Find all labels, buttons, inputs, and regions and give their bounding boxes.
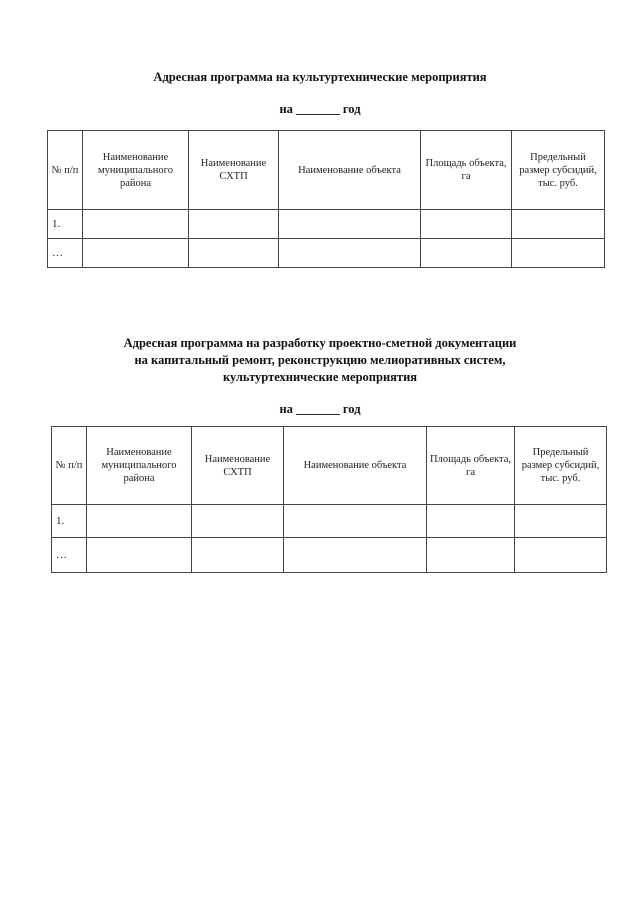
cell-object-area: [427, 505, 515, 538]
cell-sxtp: [189, 239, 279, 268]
cell-subsidy-limit: [512, 239, 605, 268]
header-district: Наименование муниципального района: [87, 427, 192, 505]
cell-object-name: [284, 538, 427, 573]
header-sxtp: Наименование СХТП: [192, 427, 284, 505]
cell-sxtp: [192, 505, 284, 538]
header-object-area: Площадь объекта, га: [421, 131, 512, 210]
cell-object-area: [421, 239, 512, 268]
cell-subsidy-limit: [515, 538, 607, 573]
header-district: Наименование муниципального района: [83, 131, 189, 210]
section-2-year-line: на _______ год: [279, 402, 361, 416]
header-number: № п/п: [48, 131, 83, 210]
header-object-name: Наименование объекта: [279, 131, 421, 210]
header-object-area: Площадь объекта, га: [427, 427, 515, 505]
cell-district: [83, 210, 189, 239]
cell-sxtp: [189, 210, 279, 239]
cell-object-area: [421, 210, 512, 239]
section-1-title: Адресная программа на культуртехнические мероприятия: [153, 70, 487, 84]
section-1-table: [47, 130, 605, 268]
cell-district: [87, 538, 192, 573]
cell-object-area: [427, 538, 515, 573]
section-2-title-line-1: Адресная программа на разработку проектно-сметной документации: [123, 336, 517, 350]
cell-district: [83, 239, 189, 268]
cell-number: …: [48, 239, 83, 268]
cell-number: 1.: [52, 505, 87, 538]
header-subsidy-limit: Предельный размер субсидий, тыс. руб.: [515, 427, 607, 505]
cell-subsidy-limit: [515, 505, 607, 538]
cell-number: 1.: [48, 210, 83, 239]
section-1-year-line: на _______ год: [279, 102, 361, 116]
table-row: [48, 239, 605, 268]
table-header-row: [52, 427, 607, 505]
table-row: [48, 210, 605, 239]
table-row: [52, 538, 607, 573]
cell-subsidy-limit: [512, 210, 605, 239]
cell-number: …: [52, 538, 87, 573]
cell-district: [87, 505, 192, 538]
table-header-row: [48, 131, 605, 210]
section-2-table: [51, 426, 607, 573]
cell-sxtp: [192, 538, 284, 573]
section-2-title-line-3: культуртехнические мероприятия: [222, 370, 418, 384]
cell-object-name: [279, 210, 421, 239]
section-2-title-line-2: на капитальный ремонт, реконструкцию мелиоративных систем,: [134, 353, 506, 367]
header-object-name: Наименование объекта: [284, 427, 427, 505]
table-row: [52, 505, 607, 538]
header-number: № п/п: [52, 427, 87, 505]
header-sxtp: Наименование СХТП: [189, 131, 279, 210]
section-2-heading: [0, 335, 640, 386]
cell-object-name: [279, 239, 421, 268]
section-1-heading: [0, 69, 640, 86]
section-2-year-wrap: [0, 401, 640, 417]
section-1-year-wrap: [0, 101, 640, 117]
cell-object-name: [284, 505, 427, 538]
header-subsidy-limit: Предельный размер субсидий, тыс. руб.: [512, 131, 605, 210]
